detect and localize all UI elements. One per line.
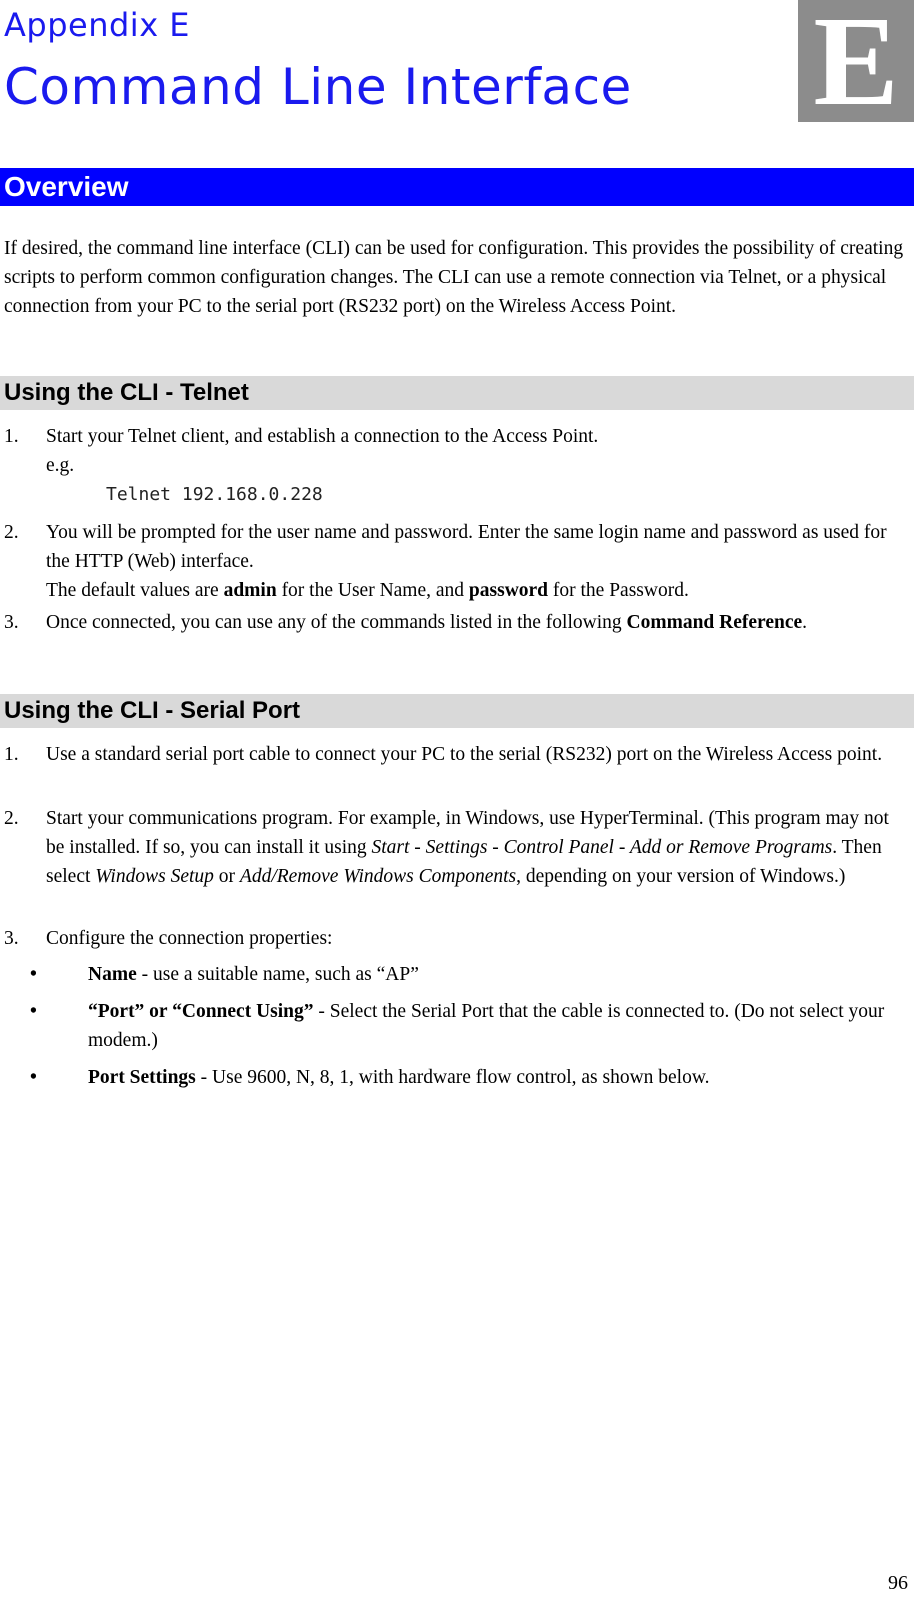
step-text: Start your Telnet client, and establish a connection to the Access Point. <box>46 426 599 447</box>
section-heading-serial-port: Using the CLI - Serial Port <box>0 694 914 728</box>
default-username: admin <box>223 580 277 601</box>
telnet-command: Telnet 192.168.0.228 <box>106 484 323 505</box>
section-heading-overview: Overview <box>0 168 914 206</box>
telnet-step-1 <box>4 422 910 509</box>
section-heading-telnet: Using the CLI - Telnet <box>0 376 914 410</box>
example-label: e.g. <box>46 455 75 476</box>
step-number: 1. <box>4 426 19 447</box>
step-number: 1. <box>4 744 19 765</box>
serial-step-3 <box>4 924 910 953</box>
property-name-bullet: • Name - use a suitable name, such as “AP” <box>30 960 910 989</box>
serial-step-2 <box>4 804 910 891</box>
step-number: 2. <box>4 522 19 543</box>
step-text: Use a standard serial port cable to connect your PC to the serial (RS232) port on the Wireless Access point. <box>46 744 883 765</box>
step-number: 2. <box>4 808 19 829</box>
appendix-label: Appendix E <box>4 6 191 44</box>
property-port-settings-bullet: • Port Settings - Use 9600, N, 8, 1, with hardware flow control, as shown below. <box>30 1063 910 1092</box>
property-port-bullet: • “Port” or “Connect Using” - Select the Serial Port that the cable is connected to. (Do not select your modem.) <box>30 997 910 1055</box>
telnet-step-3 <box>4 608 910 637</box>
appendix-letter-badge: E <box>798 0 914 122</box>
default-password: password <box>468 580 549 601</box>
step-text: Start your communications program. For example, in Windows, use HyperTerminal. (This program may not be installed. If so, you can install it using Start - Settings - Control Panel - Add or Remove Programs. Then select Windows Setup or Add/Remove Windows Components, depending on your version of Windows.) <box>46 808 889 887</box>
step-text: You will be prompted for the user name and password. Enter the same login name and password as used for the HTTP (Web) interface. <box>46 522 887 572</box>
command-reference-ref: Command Reference <box>626 612 803 633</box>
default-values-line: The default values are admin for the User Name, and password for the Password. <box>46 580 689 601</box>
chapter-title: Command Line Interface <box>4 58 632 116</box>
overview-paragraph: If desired, the command line interface (CLI) can be used for configuration. This provides the possibility of creating scripts to perform common configuration changes. The CLI can use a remote connection via Telnet, or a physical connection from your PC to the serial port (RS232 port) on the Wireless Access Point. <box>4 238 904 317</box>
step-text: Once connected, you can use any of the commands listed in the following Command Reference. <box>46 612 808 633</box>
step-number: 3. <box>4 928 19 949</box>
bullet-icon: • <box>30 964 37 985</box>
serial-step-1 <box>4 740 910 769</box>
step-number: 3. <box>4 612 19 633</box>
step-text: Configure the connection properties: <box>46 928 333 949</box>
bullet-icon: • <box>30 1067 37 1088</box>
page-number: 96 <box>888 1572 908 1594</box>
telnet-step-2 <box>4 518 910 605</box>
bullet-icon: • <box>30 1001 37 1022</box>
